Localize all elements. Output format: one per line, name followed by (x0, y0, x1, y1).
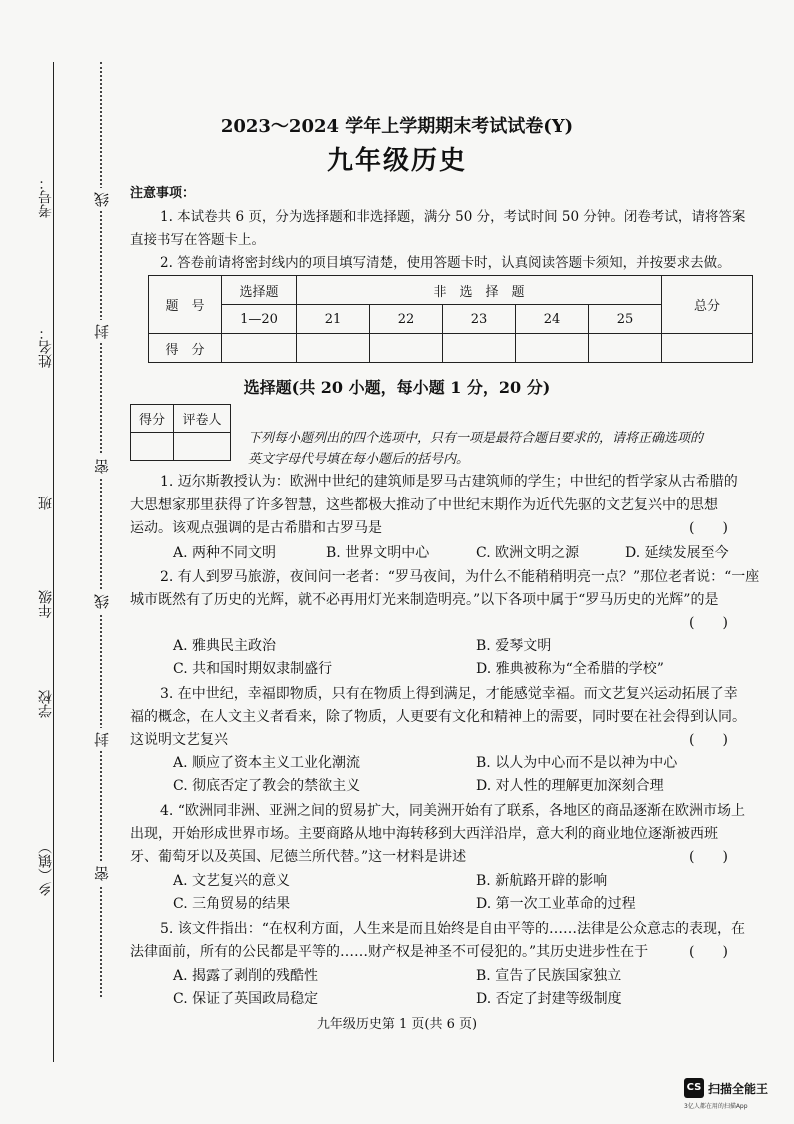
q3-option-a[interactable]: A. 顺应了资本主义工业化潮流 (173, 755, 361, 771)
q1-option-d[interactable]: D. 延续发展至今 (625, 545, 729, 561)
scanner-tagline: 3亿人都在用的扫描App (684, 1103, 748, 1110)
q3-option-c[interactable]: C. 彻底否定了教会的禁欲主义 (173, 778, 361, 794)
seal-mark: 线 (91, 590, 112, 613)
q1-line-2: 大思想家那里获得了许多智慧，这些都极大推动了中世纪末期作为近代先驱的文艺复兴中的思想 (130, 497, 718, 513)
col-1-20: 1—20 (222, 305, 297, 334)
page-footer: 九年级历史第 1 页(共 6 页) (316, 1017, 478, 1032)
score-cell[interactable] (516, 334, 589, 363)
q2-option-a[interactable]: A. 雅典民主政治 (173, 638, 277, 654)
seal-mark: 封 (91, 728, 112, 751)
exam-title: 2023～2024 学年上学期期末考试试卷(Y) (220, 116, 574, 137)
camscanner-icon: CS (684, 1078, 704, 1098)
score-cell[interactable] (589, 334, 662, 363)
choice-header: 选择题 (222, 276, 297, 305)
scanner-app-name: 扫描全能王 (708, 1082, 769, 1096)
school-label: 学校 (38, 690, 54, 718)
q2-answer-blank[interactable]: ( ) (689, 615, 728, 631)
seal-mark: 线 (91, 188, 112, 211)
exam-number-label: 考号： (38, 176, 54, 218)
q5-option-d[interactable]: D. 否定了封建等级制度 (476, 991, 622, 1007)
township-label: 乡（镇） (38, 840, 54, 896)
q3-line-2: 福的概念，在人文主义者看来，除了物质，人更要有文化和精神上的需要，同时要在社会得到认同。 (130, 709, 746, 725)
col-22: 22 (370, 305, 443, 334)
q3-option-d[interactable]: D. 对人性的理解更加深刻合理 (476, 778, 664, 794)
q3-line-3: 这说明文艺复兴 (130, 732, 228, 748)
q1-line-1: 1. 迈尔斯教授认为：欧洲中世纪的建筑师是罗马古建筑师的学生；中世纪的哲学家从古希腊的 (160, 474, 738, 490)
section-instruction: 下列每小题列出的四个选项中，只有一项是最符合题目要求的，请将正确选项的 (248, 431, 704, 446)
grader-box (130, 404, 231, 461)
col-24: 24 (516, 305, 589, 334)
score-cell[interactable] (297, 334, 370, 363)
grader-cell[interactable] (174, 433, 231, 461)
q5-option-b[interactable]: B. 宣告了民族国家独立 (476, 968, 622, 984)
q2-line-1: 2. 有人到罗马旅游，夜间问一老者：“罗马夜间，为什么不能稍稍明亮一点？”那位老者说：“一座 (160, 569, 760, 585)
col-21: 21 (297, 305, 370, 334)
q4-line-3: 牙、葡萄牙以及英国、尼德兰所代替。”这一材料是讲述 (130, 849, 467, 865)
score-cell[interactable] (370, 334, 443, 363)
seal-mark: 密 (91, 862, 112, 885)
q3-answer-blank[interactable]: ( ) (689, 732, 728, 748)
q1-answer-blank[interactable]: ( ) (689, 520, 728, 536)
q5-line-1: 5. 该文件指出：“在权利方面，人生来是而且始终是自由平等的……法律是公众意志的表现，在 (160, 921, 745, 937)
seal-mark: 封 (91, 320, 112, 343)
seal-mark: 密 (91, 455, 112, 478)
section-instruction-cont: 英文字母代号填在每小题后的括号内。 (248, 452, 470, 467)
q2-option-c[interactable]: C. 共和国时期奴隶制盛行 (173, 661, 333, 677)
q4-option-b[interactable]: B. 新航路开辟的影响 (476, 873, 608, 889)
grade-label: 年级 (38, 590, 54, 618)
name-label: 姓名： (38, 326, 54, 368)
note-1: 1. 本试卷共 6 页，分为选择题和非选择题，满分 50 分，考试时间 50 分钟。闭卷考试，请将答案 (160, 209, 746, 225)
grader-score-cell[interactable] (131, 433, 174, 461)
q1-option-a[interactable]: A. 两种不同文明 (173, 545, 277, 561)
score-cell[interactable] (443, 334, 516, 363)
grader-label: 评卷人 (174, 405, 231, 433)
grader-score-label: 得分 (131, 405, 174, 433)
col-25: 25 (589, 305, 662, 334)
total-header: 总分 (662, 276, 753, 334)
q5-answer-blank[interactable]: ( ) (689, 944, 728, 960)
question-number-header: 题 号 (149, 276, 222, 334)
q4-line-2: 出现，开始形成世界市场。主要商路从地中海转移到大西洋沿岸，意大利的商业地位逐渐被西班 (130, 826, 718, 842)
q4-option-c[interactable]: C. 三角贸易的结果 (173, 896, 291, 912)
score-row-label: 得 分 (149, 334, 222, 363)
q4-answer-blank[interactable]: ( ) (689, 849, 728, 865)
q1-option-c[interactable]: C. 欧洲文明之源 (476, 545, 580, 561)
q4-option-d[interactable]: D. 第一次工业革命的过程 (476, 896, 636, 912)
q2-option-b[interactable]: B. 爱琴文明 (476, 638, 552, 654)
col-23: 23 (443, 305, 516, 334)
score-table (148, 275, 753, 363)
non-choice-header: 非 选 择 题 (297, 276, 662, 305)
class-label: 班 (38, 496, 54, 510)
note-2: 2. 答卷前请将密封线内的项目填写清楚，使用答题卡时，认真阅读答题卡须知，并按要求去做。 (160, 255, 731, 271)
q4-line-1: 4. “欧洲同非洲、亚洲之间的贸易扩大，同美洲开始有了联系，各地区的商品逐渐在欧洲市场上 (160, 803, 745, 819)
q4-option-a[interactable]: A. 文艺复兴的意义 (173, 873, 291, 889)
q3-option-b[interactable]: B. 以人为中心而不是以神为中心 (476, 755, 678, 771)
notes-label: 注意事项： (130, 186, 196, 201)
q1-line-3: 运动。该观点强调的是古希腊和古罗马是 (130, 520, 382, 536)
q2-option-d[interactable]: D. 雅典被称为“全希腊的学校” (476, 661, 664, 677)
subject-title: 九年级历史 (326, 146, 467, 176)
score-cell[interactable] (662, 334, 753, 363)
q5-line-2: 法律面前，所有的公民都是平等的……财产权是神圣不可侵犯的。”其历史进步性在于 (130, 944, 649, 960)
q5-option-c[interactable]: C. 保证了英国政局稳定 (173, 991, 319, 1007)
q2-line-2: 城市既然有了历史的光辉，就不必再用灯光来制造明亮。”以下各项中属于“罗马历史的光辉”的是 (130, 592, 719, 608)
q1-option-b[interactable]: B. 世界文明中心 (326, 545, 430, 561)
section-title: 选择题(共 20 小题，每小题 1 分，20 分) (243, 378, 551, 397)
q5-option-a[interactable]: A. 揭露了剥削的残酷性 (173, 968, 319, 984)
score-cell[interactable] (222, 334, 297, 363)
note-1-cont: 直接书写在答题卡上。 (130, 232, 265, 248)
q3-line-1: 3. 在中世纪，幸福即物质，只有在物质上得到满足，才能感觉幸福。而文艺复兴运动拓展了幸 (160, 686, 738, 702)
